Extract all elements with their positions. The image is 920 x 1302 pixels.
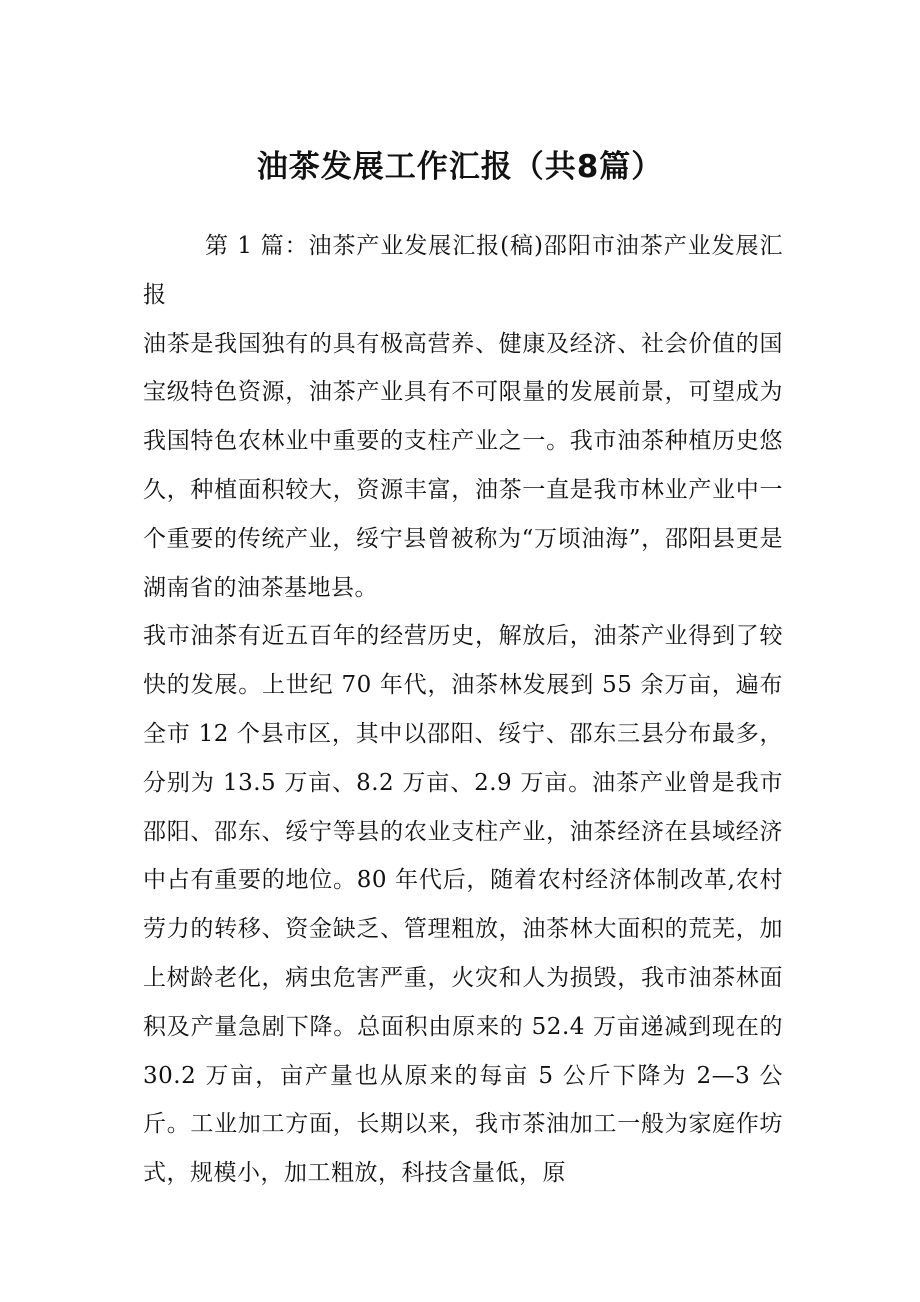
document-body [143,222,783,1198]
document-title: 油茶发展工作汇报（共8篇） [256,149,664,185]
paragraph: 油茶是我国独有的具有极高营养、健康及经济、社会价值的国宝级特色资源，油茶产业具有不可限量的发展前景，可望成为我国特色农林业中重要的支柱产业之一。我市油茶种植历史悠久，种植面积较大，资源丰富，油茶一直是我市林业产业中一个重要的传统产业，绥宁县曾被称为“万顷油海”，邵阳县更是湖南省的油茶基地县。 [143,330,783,601]
paragraph: 我市油茶有近五百年的经营历史，解放后，油茶产业得到了较快的发展。上世纪 70 年代，油茶林发展到 55 余万亩，遍布全市 12 个县市区，其中以邵阳、绥宁、邵东三县分布最多，分别为 13.5 万亩、8.2 万亩、2.9 万亩。油茶产业曾是我市邵阳、邵东、绥宁等县的农业支柱产业，油茶经济在县域经济中占有重要的地位。80 年代后，随着农村经济体制改革,农村劳力的转移、资金缺乏、管理粗放，油茶林大面积的荒芜，加上树龄老化，病虫危害严重，火灾和人为损毁，我市油茶林面积及产量急剧下降。总面积由原来的 52.4 万亩递减到现在的 30.2 万亩，亩产量也从原来的每亩 5 公斤下降为 2—3 公斤。工业加工方面，长期以来，我市茶油加工一般为家庭作坊式，规模小，加工粗放，科技含量低，原 [143,623,783,1187]
section-heading: 第 1 篇：油茶产业发展汇报(稿)邵阳市油茶产业发展汇报 [143,233,783,308]
